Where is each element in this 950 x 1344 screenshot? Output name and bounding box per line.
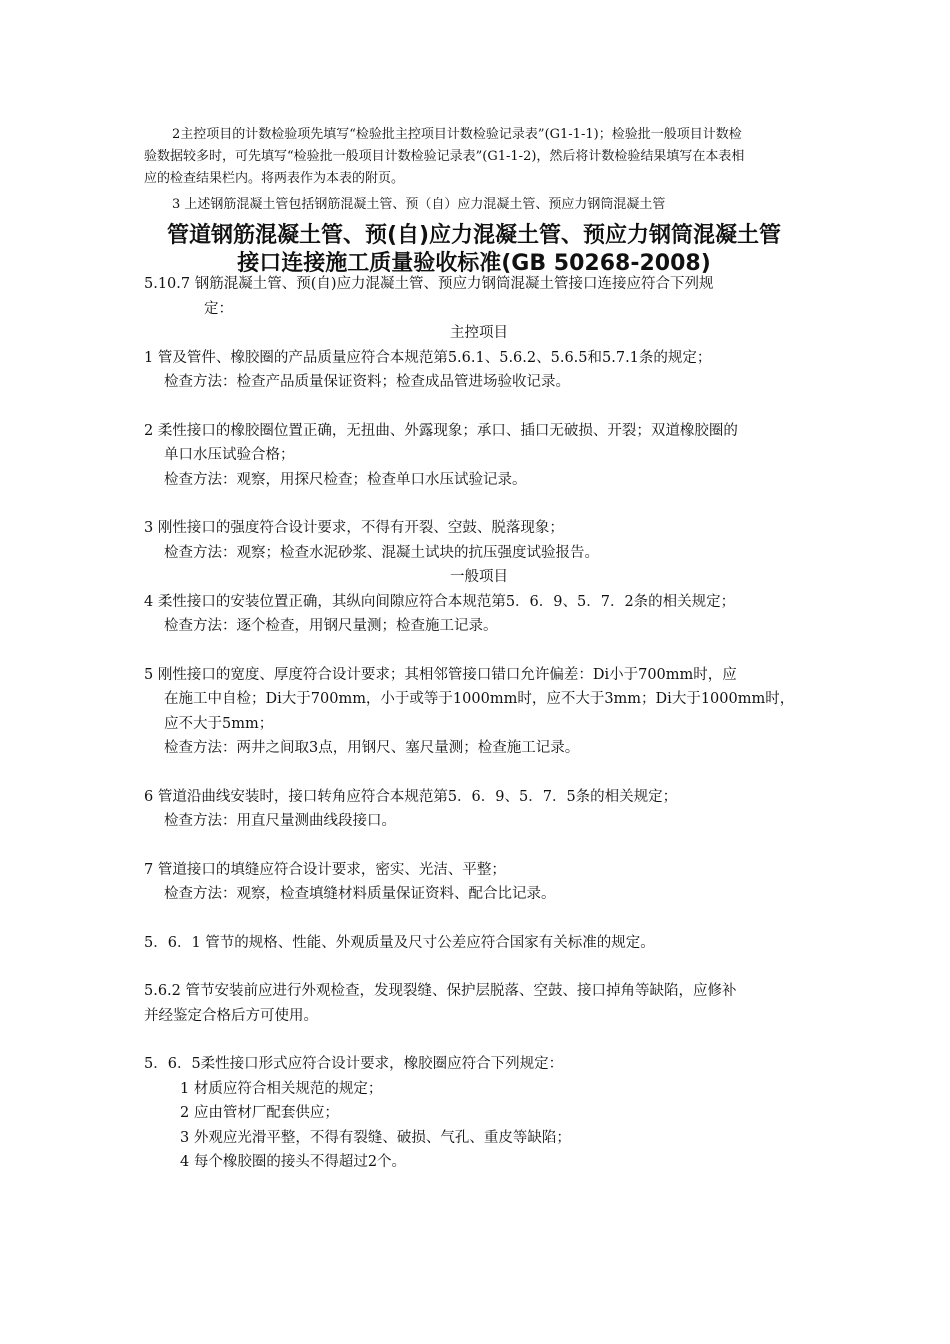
- item-6-check: 检查方法：用直尺量测曲线段接口。: [164, 813, 396, 829]
- item-5-line-2: 在施工中自检；Di大于700mm，小于或等于1000mm时，应不大于3mm；Di大于1000mm时，: [164, 691, 795, 707]
- general-items-heading: 一般项目: [450, 569, 508, 585]
- title-line-1: 管道钢筋混凝土管、预(自)应力混凝土管、预应力钢筒混凝土管: [166, 223, 782, 248]
- item-5-check: 检查方法：两井之间取3点，用钢尺、塞尺量测；检查施工记录。: [164, 740, 580, 756]
- clause-line-1: 5.10.7 钢筋混凝土管、预(自)应力混凝土管、预应力钢筒混凝土管接口连接应符合下列规: [144, 276, 714, 292]
- item-4-line-1: 4 柔性接口的安装位置正确，其纵向间隙应符合本规范第5．6．9、5．7．2条的相关规定；: [144, 593, 736, 610]
- ref-5-6-1: 5．6．1 管节的规格、性能、外观质量及尺寸公差应符合国家有关标准的规定。: [144, 934, 655, 951]
- main-items-heading: 主控项目: [450, 325, 508, 341]
- note-2-line-1: 2主控项目的计数检验项先填写“检验批主控项目计数检验记录表”(G1-1-1)；检验批一般项目计数检: [172, 127, 742, 142]
- item-1-line-1: 1 管及管件、橡胶圈的产品质量应符合本规范第5.6.1、5.6.2、5.6.5和5.7.1条的规定；: [144, 349, 712, 366]
- ref-5-6-2-line-2: 并经鉴定合格后方可使用。: [144, 1007, 318, 1024]
- clause-line-2: 定：: [204, 300, 233, 317]
- item-4-check: 检查方法：逐个检查，用钢尺量测；检查施工记录。: [164, 618, 498, 634]
- ref-5-6-5-sub-1: 1 材质应符合相关规范的规定；: [180, 1080, 383, 1097]
- title-line-2: 接口连接施工质量验收标准(GB 50268-2008): [237, 251, 711, 276]
- item-2-check: 检查方法：观察，用探尺检查；检查单口水压试验记录。: [164, 471, 527, 488]
- note-3: 3 上述钢筋混凝土管包括钢筋混凝土管、预（自）应力混凝土管、预应力钢筒混凝土管: [172, 197, 666, 212]
- item-5-line-1: 5 刚性接口的宽度、厚度符合设计要求；其相邻管接口错口允许偏差：Di小于700mm时，应: [144, 666, 737, 683]
- main-content: [144, 272, 814, 1175]
- ref-5-6-5-sub-4: 4 每个橡胶圈的接头不得超过2个。: [180, 1154, 407, 1170]
- item-3-check: 检查方法：观察；检查水泥砂浆、混凝土试块的抗压强度试验报告。: [164, 544, 599, 561]
- note-2-line-3: 应的检查结果栏内。将两表作为本表的附页。: [144, 171, 405, 186]
- item-7-check: 检查方法：观察，检查填缝材料质量保证资料、配合比记录。: [164, 886, 556, 902]
- ref-5-6-5: 5．6．5柔性接口形式应符合设计要求，橡胶圈应符合下列规定：: [144, 1056, 564, 1072]
- item-2-line-2: 单口水压试验合格；: [164, 447, 295, 463]
- ref-5-6-5-sub-3: 3 外观应光滑平整，不得有裂缝、破损、气孔、重皮等缺陷；: [180, 1129, 571, 1146]
- notes-block: [144, 124, 808, 216]
- item-5-line-3: 应不大于5mm；: [164, 715, 274, 732]
- ref-5-6-2-line-1: 5.6.2 管节安装前应进行外观检查，发现裂缝、保护层脱落、空鼓、接口掉角等缺陷，应修补: [144, 983, 737, 999]
- item-3-line-1: 3 刚性接口的强度符合设计要求，不得有开裂、空鼓、脱落现象；: [144, 520, 564, 536]
- item-7-line-1: 7 管道接口的填缝应符合设计要求，密实、光洁、平整；: [144, 861, 506, 878]
- note-2-line-2: 验数据较多时，可先填写“检验批一般项目计数检验记录表”(G1-1-2)，然后将计数检验结果填写在本表相: [144, 149, 745, 164]
- item-6-line-1: 6 管道沿曲线安装时，接口转角应符合本规范第5．6．9、5．7．5条的相关规定；: [144, 788, 678, 805]
- item-2-line-1: 2 柔性接口的橡胶圈位置正确，无扭曲、外露现象；承口、插口无破损、开裂；双道橡胶圈的: [144, 422, 738, 439]
- page-title: [134, 222, 814, 278]
- ref-5-6-5-sub-2: 2 应由管材厂配套供应；: [180, 1105, 339, 1121]
- item-1-check: 检查方法：检查产品质量保证资料；检查成品管进场验收记录。: [164, 374, 570, 390]
